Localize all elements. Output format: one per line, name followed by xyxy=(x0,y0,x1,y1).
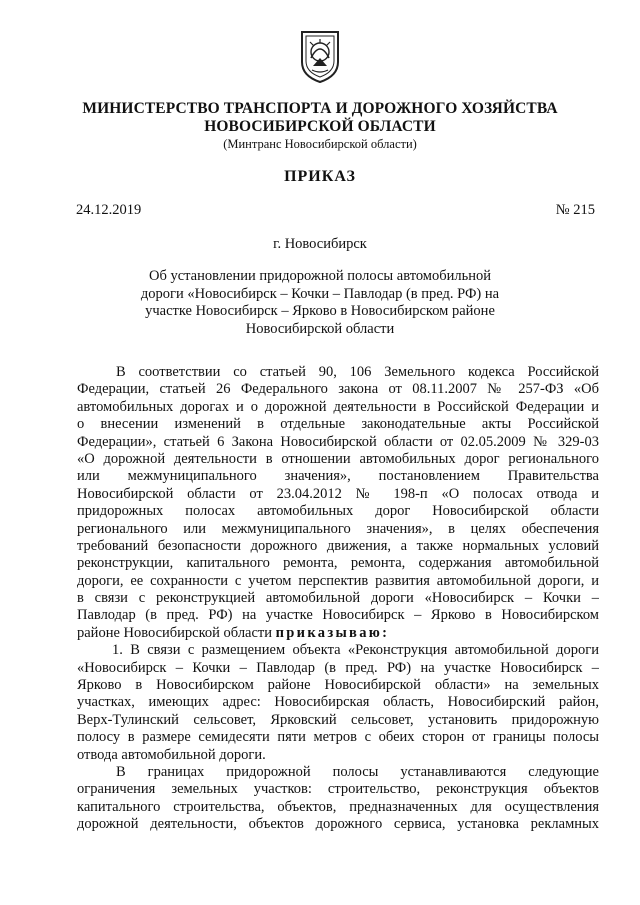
coat-of-arms-icon xyxy=(298,28,342,84)
subject-line: участке Новосибирск – Ярково в Новосибирском районе xyxy=(145,303,495,319)
body-line: реконструкции, капитального ремонта, ремонта, содержания автомобильной xyxy=(77,555,599,572)
body-line: автомобильных дорогах и о дорожной деятельности в Российской Федерации и xyxy=(77,398,599,415)
body-line: В границах придорожной полосы устанавливаются следующие xyxy=(116,763,599,780)
body-line xyxy=(77,625,599,642)
order-date: 24.12.2019 xyxy=(76,202,142,218)
body-line: полосу в размере семидесяти пяти метров с обеих сторон от границы полосы xyxy=(77,729,599,746)
body-line: или межмуниципального значения», постановлением Правительства xyxy=(77,468,599,485)
body-line: ограничения земельных участков: строительство, реконструкция объектов xyxy=(77,781,599,798)
body-line: о внесении изменений в отдельные законодательные акты Российской xyxy=(77,416,599,433)
body-line: в связи с реконструкцией автомобильной дороги «Новосибирск – Кочки – xyxy=(77,590,599,607)
body-line: 1. В связи с размещением объекта «Реконструкция автомобильной дороги xyxy=(112,642,599,659)
ministry-title-line2: НОВОСИБИРСКОЙ ОБЛАСТИ xyxy=(204,118,436,135)
body-line: «Новосибирск – Кочки – Павлодар (в пред. РФ) на участке Новосибирск – xyxy=(77,659,599,676)
body-line: участках, имеющих адрес: Новосибирская область, Новосибирский район, xyxy=(77,694,599,711)
body-line: дорожной деятельности, объектов дорожного сервиса, установка рекламных xyxy=(77,816,599,833)
subject-line: дороги «Новосибирск – Кочки – Павлодар (в пред. РФ) на xyxy=(140,285,500,302)
order-title: ПРИКАЗ xyxy=(284,168,356,185)
body-line: Верх-Тулинский сельсовет, Ярковский сельсовет, установить придорожную xyxy=(77,711,599,728)
order-city: г. Новосибирск xyxy=(273,236,367,252)
order-body xyxy=(77,364,599,834)
ministry-title-line1: МИНИСТЕРСТВО ТРАНСПОРТА И ДОРОЖНОГО ХОЗЯЙСТВА xyxy=(82,100,558,117)
body-text: районе Новосибирской области xyxy=(77,624,273,641)
subject-line: Об установлении придорожной полосы автомобильной xyxy=(149,268,491,284)
body-line: требований безопасности дорожного движения, а также нормальных условий xyxy=(77,537,599,554)
body-line: «О дорожной деятельности в отношении автомобильных дорог регионального xyxy=(77,450,599,467)
order-emphasis: приказываю: xyxy=(275,624,390,641)
body-line: дороги, ее сохранности с учетом перспектив развития автомобильной дороги, и xyxy=(77,572,599,589)
body-line: Федерации, статьей 26 Федерального закона от 08.11.2007 № 257-ФЗ «Об xyxy=(77,381,599,398)
body-line: отвода автомобильной дороги. xyxy=(77,746,266,763)
ministry-short-name: (Минтранс Новосибирской области) xyxy=(223,137,417,151)
subject-line: Новосибирской области xyxy=(245,320,395,337)
order-subject xyxy=(120,268,520,338)
body-line: капитального строительства, объектов, предназначенных для осуществления xyxy=(77,798,599,815)
body-line: регионального или межмуниципального значения», в целях обеспечения xyxy=(77,520,599,537)
body-line: Федерации», статьей 6 Закона Новосибирской области от 02.05.2009 № 329-03 xyxy=(77,433,599,450)
body-line: Новосибирской области от 23.04.2012 № 198-п «О полосах отвода и xyxy=(77,485,599,502)
body-line: Ярково в Новосибирском районе Новосибирской области» на земельных xyxy=(77,677,599,694)
body-line: придорожных полосах автомобильных дорог Новосибирской области xyxy=(77,503,599,520)
body-line: В соответствии со статьей 90, 106 Земельного кодекса Российской xyxy=(116,364,599,380)
order-number: № 215 xyxy=(555,202,595,218)
body-line: Павлодар (в пред. РФ) на участке Новосибирск – Ярково в Новосибирском xyxy=(77,607,599,624)
